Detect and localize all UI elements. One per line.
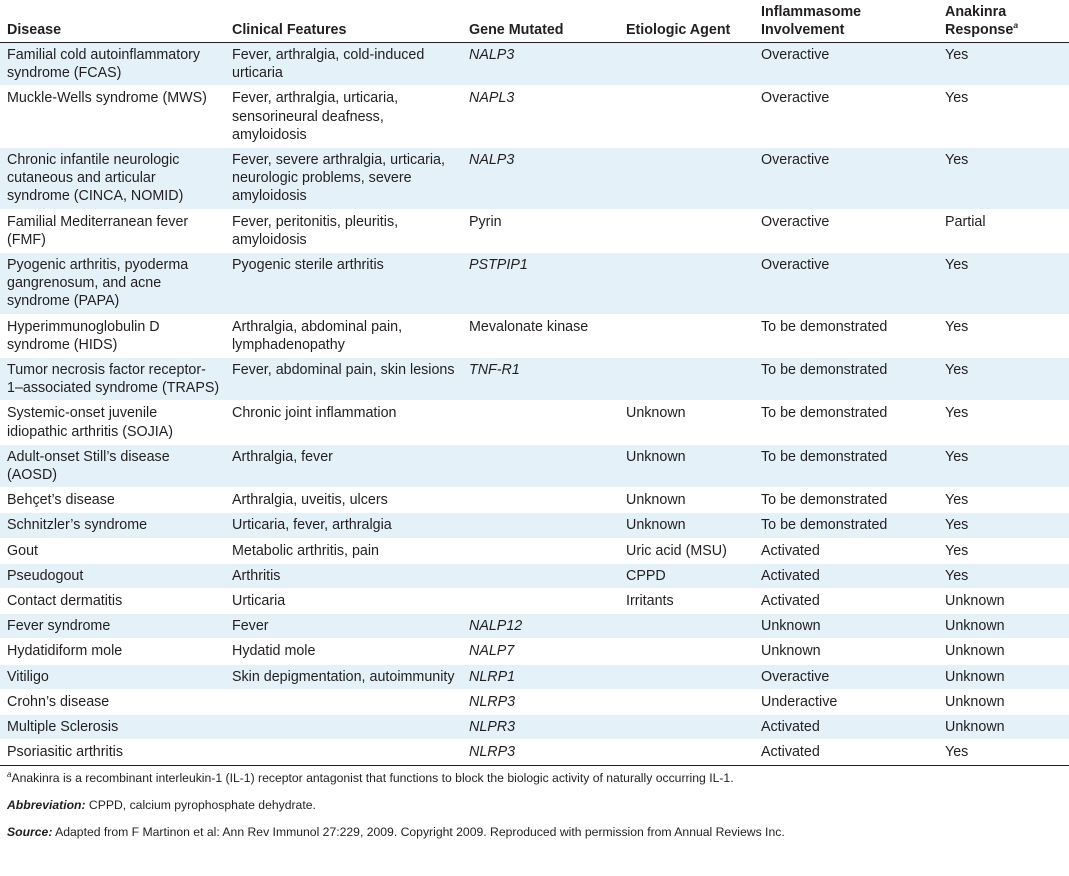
cell-anakinra-response: Yes [938, 401, 1069, 444]
table-row [0, 639, 1069, 664]
cell-clinical-features: Skin depigmentation, autoimmunity [225, 664, 462, 689]
table-row [0, 358, 1069, 401]
cell-disease: Behçet’s disease [0, 488, 225, 513]
cell-etiologic-agent [619, 358, 754, 401]
header-gene-mutated: Gene Mutated [462, 0, 619, 43]
cell-etiologic-agent [619, 86, 754, 148]
abbreviation-text: CPPD, calcium pyrophosphate dehydrate. [85, 797, 316, 812]
cell-clinical-features: Fever, severe arthralgia, urticaria, neurologic problems, severe amyloidosis [225, 148, 462, 210]
abbreviation-note [7, 797, 1062, 813]
cell-etiologic-agent [619, 209, 754, 252]
cell-anakinra-response: Unknown [938, 689, 1069, 714]
table-row [0, 664, 1069, 689]
header-anakinra-label: Anakinra Response [945, 4, 1014, 38]
cell-etiologic-agent: Unknown [619, 401, 754, 444]
cell-anakinra-response: Unknown [938, 664, 1069, 689]
cell-disease: Familial cold autoinflammatory syndrome (FCAS) [0, 43, 225, 86]
cell-gene-mutated: NLPR3 [462, 715, 619, 740]
cell-clinical-features [225, 740, 462, 765]
cell-etiologic-agent: Unknown [619, 488, 754, 513]
cell-disease: Hydatidiform mole [0, 639, 225, 664]
cell-disease: Tumor necrosis factor receptor-1–associated syndrome (TRAPS) [0, 358, 225, 401]
cell-inflammasome-involvement: To be demonstrated [754, 358, 938, 401]
cell-inflammasome-involvement: Overactive [754, 664, 938, 689]
cell-etiologic-agent [619, 715, 754, 740]
cell-anakinra-response: Yes [938, 43, 1069, 86]
cell-anakinra-response: Yes [938, 253, 1069, 315]
table-row [0, 488, 1069, 513]
cell-etiologic-agent [619, 639, 754, 664]
cell-gene-mutated: NAPL3 [462, 86, 619, 148]
table-row [0, 148, 1069, 210]
footnote-a [7, 770, 1062, 786]
cell-anakinra-response: Partial [938, 209, 1069, 252]
cell-inflammasome-involvement: Overactive [754, 253, 938, 315]
cell-gene-mutated [462, 444, 619, 487]
cell-disease: Crohn’s disease [0, 689, 225, 714]
cell-inflammasome-involvement: Unknown [754, 614, 938, 639]
cell-disease: Adult-onset Still’s disease (AOSD) [0, 444, 225, 487]
cell-disease: Fever syndrome [0, 614, 225, 639]
cell-gene-mutated: Mevalonate kinase [462, 314, 619, 357]
table-row [0, 43, 1069, 86]
cell-disease: Psoriasitic arthritis [0, 740, 225, 765]
cell-disease: Systemic-onset juvenile idiopathic arthritis (SOJIA) [0, 401, 225, 444]
cell-clinical-features: Pyogenic sterile arthritis [225, 253, 462, 315]
cell-disease: Hyperimmunoglobulin D syndrome (HIDS) [0, 314, 225, 357]
cell-disease: Muckle-Wells syndrome (MWS) [0, 86, 225, 148]
cell-clinical-features: Metabolic arthritis, pain [225, 538, 462, 563]
table-row [0, 86, 1069, 148]
footnote-a-marker: a [7, 769, 12, 779]
cell-clinical-features: Chronic joint inflammation [225, 401, 462, 444]
table-row [0, 314, 1069, 357]
cell-disease: Chronic infantile neurologic cutaneous and articular syndrome (CINCA, NOMID) [0, 148, 225, 210]
cell-anakinra-response: Yes [938, 148, 1069, 210]
cell-gene-mutated [462, 538, 619, 563]
cell-inflammasome-involvement: Activated [754, 538, 938, 563]
footnote-marker: a [1013, 20, 1019, 31]
cell-inflammasome-involvement: To be demonstrated [754, 488, 938, 513]
cell-gene-mutated: TNF-R1 [462, 358, 619, 401]
cell-anakinra-response: Yes [938, 358, 1069, 401]
cell-clinical-features: Fever [225, 614, 462, 639]
cell-disease: Contact dermatitis [0, 589, 225, 614]
cell-gene-mutated [462, 488, 619, 513]
cell-clinical-features: Hydatid mole [225, 639, 462, 664]
cell-inflammasome-involvement: Overactive [754, 43, 938, 86]
cell-clinical-features: Arthralgia, fever [225, 444, 462, 487]
cell-inflammasome-involvement: Activated [754, 715, 938, 740]
cell-etiologic-agent: Irritants [619, 589, 754, 614]
cell-gene-mutated: NALP3 [462, 43, 619, 86]
cell-inflammasome-involvement: Activated [754, 589, 938, 614]
table-body [0, 43, 1069, 766]
cell-disease: Vitiligo [0, 664, 225, 689]
cell-inflammasome-involvement: Activated [754, 740, 938, 765]
cell-clinical-features: Urticaria [225, 589, 462, 614]
cell-inflammasome-involvement: Overactive [754, 86, 938, 148]
cell-disease: Pseudogout [0, 563, 225, 588]
table-row [0, 689, 1069, 714]
abbreviation-label: Abbreviation: [7, 797, 86, 812]
cell-inflammasome-involvement: To be demonstrated [754, 513, 938, 538]
cell-gene-mutated: NALP7 [462, 639, 619, 664]
cell-anakinra-response: Unknown [938, 589, 1069, 614]
table-row [0, 513, 1069, 538]
table-row [0, 401, 1069, 444]
cell-inflammasome-involvement: To be demonstrated [754, 444, 938, 487]
cell-anakinra-response: Yes [938, 444, 1069, 487]
table-row [0, 614, 1069, 639]
header-anakinra-response [938, 0, 1069, 43]
cell-inflammasome-involvement: To be demonstrated [754, 401, 938, 444]
cell-etiologic-agent [619, 253, 754, 315]
cell-etiologic-agent [619, 43, 754, 86]
cell-anakinra-response: Yes [938, 563, 1069, 588]
cell-anakinra-response: Yes [938, 740, 1069, 765]
cell-disease: Gout [0, 538, 225, 563]
cell-gene-mutated [462, 563, 619, 588]
cell-etiologic-agent [619, 614, 754, 639]
table-row [0, 715, 1069, 740]
source-text: Adapted from F Martinon et al: Ann Rev Immunol 27:229, 2009. Copyright 2009. Reproduced with permission from Annual Reviews Inc. [52, 824, 785, 839]
cell-clinical-features: Fever, arthralgia, urticaria, sensorineural deafness, amyloidosis [225, 86, 462, 148]
table-notes [0, 766, 1069, 840]
header-etiologic-agent: Etiologic Agent [619, 0, 754, 43]
cell-inflammasome-involvement: Overactive [754, 209, 938, 252]
cell-inflammasome-involvement: Underactive [754, 689, 938, 714]
cell-clinical-features [225, 715, 462, 740]
cell-clinical-features: Arthralgia, uveitis, ulcers [225, 488, 462, 513]
cell-gene-mutated: NLRP3 [462, 689, 619, 714]
cell-disease: Pyogenic arthritis, pyoderma gangrenosum, and acne syndrome (PAPA) [0, 253, 225, 315]
cell-anakinra-response: Unknown [938, 614, 1069, 639]
cell-anakinra-response: Yes [938, 513, 1069, 538]
cell-anakinra-response: Unknown [938, 715, 1069, 740]
footnote-a-text: Anakinra is a recombinant interleukin-1 (IL-1) receptor antagonist that functions to block the biologic activity of naturally occurring IL-1. [11, 770, 734, 785]
cell-clinical-features: Urticaria, fever, arthralgia [225, 513, 462, 538]
header-clinical-features: Clinical Features [225, 0, 462, 43]
table-row [0, 563, 1069, 588]
cell-etiologic-agent [619, 314, 754, 357]
cell-gene-mutated [462, 513, 619, 538]
cell-clinical-features: Fever, arthralgia, cold-induced urticaria [225, 43, 462, 86]
header-disease: Disease [0, 0, 225, 43]
cell-etiologic-agent [619, 664, 754, 689]
cell-disease: Familial Mediterranean fever (FMF) [0, 209, 225, 252]
table-row [0, 538, 1069, 563]
table-row [0, 444, 1069, 487]
cell-inflammasome-involvement: Overactive [754, 148, 938, 210]
header-inflammasome-involvement: Inflammasome Involvement [754, 0, 938, 43]
table-row [0, 589, 1069, 614]
cell-disease: Schnitzler’s syndrome [0, 513, 225, 538]
cell-inflammasome-involvement: Unknown [754, 639, 938, 664]
table-header [0, 0, 1069, 43]
cell-etiologic-agent [619, 740, 754, 765]
cell-anakinra-response: Yes [938, 86, 1069, 148]
cell-etiologic-agent: Uric acid (MSU) [619, 538, 754, 563]
cell-disease: Multiple Sclerosis [0, 715, 225, 740]
cell-anakinra-response: Unknown [938, 639, 1069, 664]
source-label: Source: [7, 824, 53, 839]
cell-inflammasome-involvement: To be demonstrated [754, 314, 938, 357]
cell-gene-mutated: NALP3 [462, 148, 619, 210]
cell-anakinra-response: Yes [938, 538, 1069, 563]
cell-clinical-features: Arthritis [225, 563, 462, 588]
cell-gene-mutated: NLRP3 [462, 740, 619, 765]
cell-gene-mutated: NALP12 [462, 614, 619, 639]
cell-inflammasome-involvement: Activated [754, 563, 938, 588]
cell-gene-mutated: NLRP1 [462, 664, 619, 689]
table-row [0, 209, 1069, 252]
cell-gene-mutated [462, 401, 619, 444]
header-row [0, 0, 1069, 43]
cell-clinical-features: Arthralgia, abdominal pain, lymphadenopathy [225, 314, 462, 357]
table-row [0, 740, 1069, 765]
cell-etiologic-agent: Unknown [619, 513, 754, 538]
cell-clinical-features [225, 689, 462, 714]
cell-etiologic-agent [619, 689, 754, 714]
cell-clinical-features: Fever, peritonitis, pleuritis, amyloidosis [225, 209, 462, 252]
cell-etiologic-agent [619, 148, 754, 210]
cell-gene-mutated: Pyrin [462, 209, 619, 252]
table-row [0, 253, 1069, 315]
cell-gene-mutated: PSTPIP1 [462, 253, 619, 315]
cell-etiologic-agent: Unknown [619, 444, 754, 487]
source-note [7, 824, 1062, 840]
cell-gene-mutated [462, 589, 619, 614]
cell-anakinra-response: Yes [938, 314, 1069, 357]
cell-anakinra-response: Yes [938, 488, 1069, 513]
cell-etiologic-agent: CPPD [619, 563, 754, 588]
cell-clinical-features: Fever, abdominal pain, skin lesions [225, 358, 462, 401]
